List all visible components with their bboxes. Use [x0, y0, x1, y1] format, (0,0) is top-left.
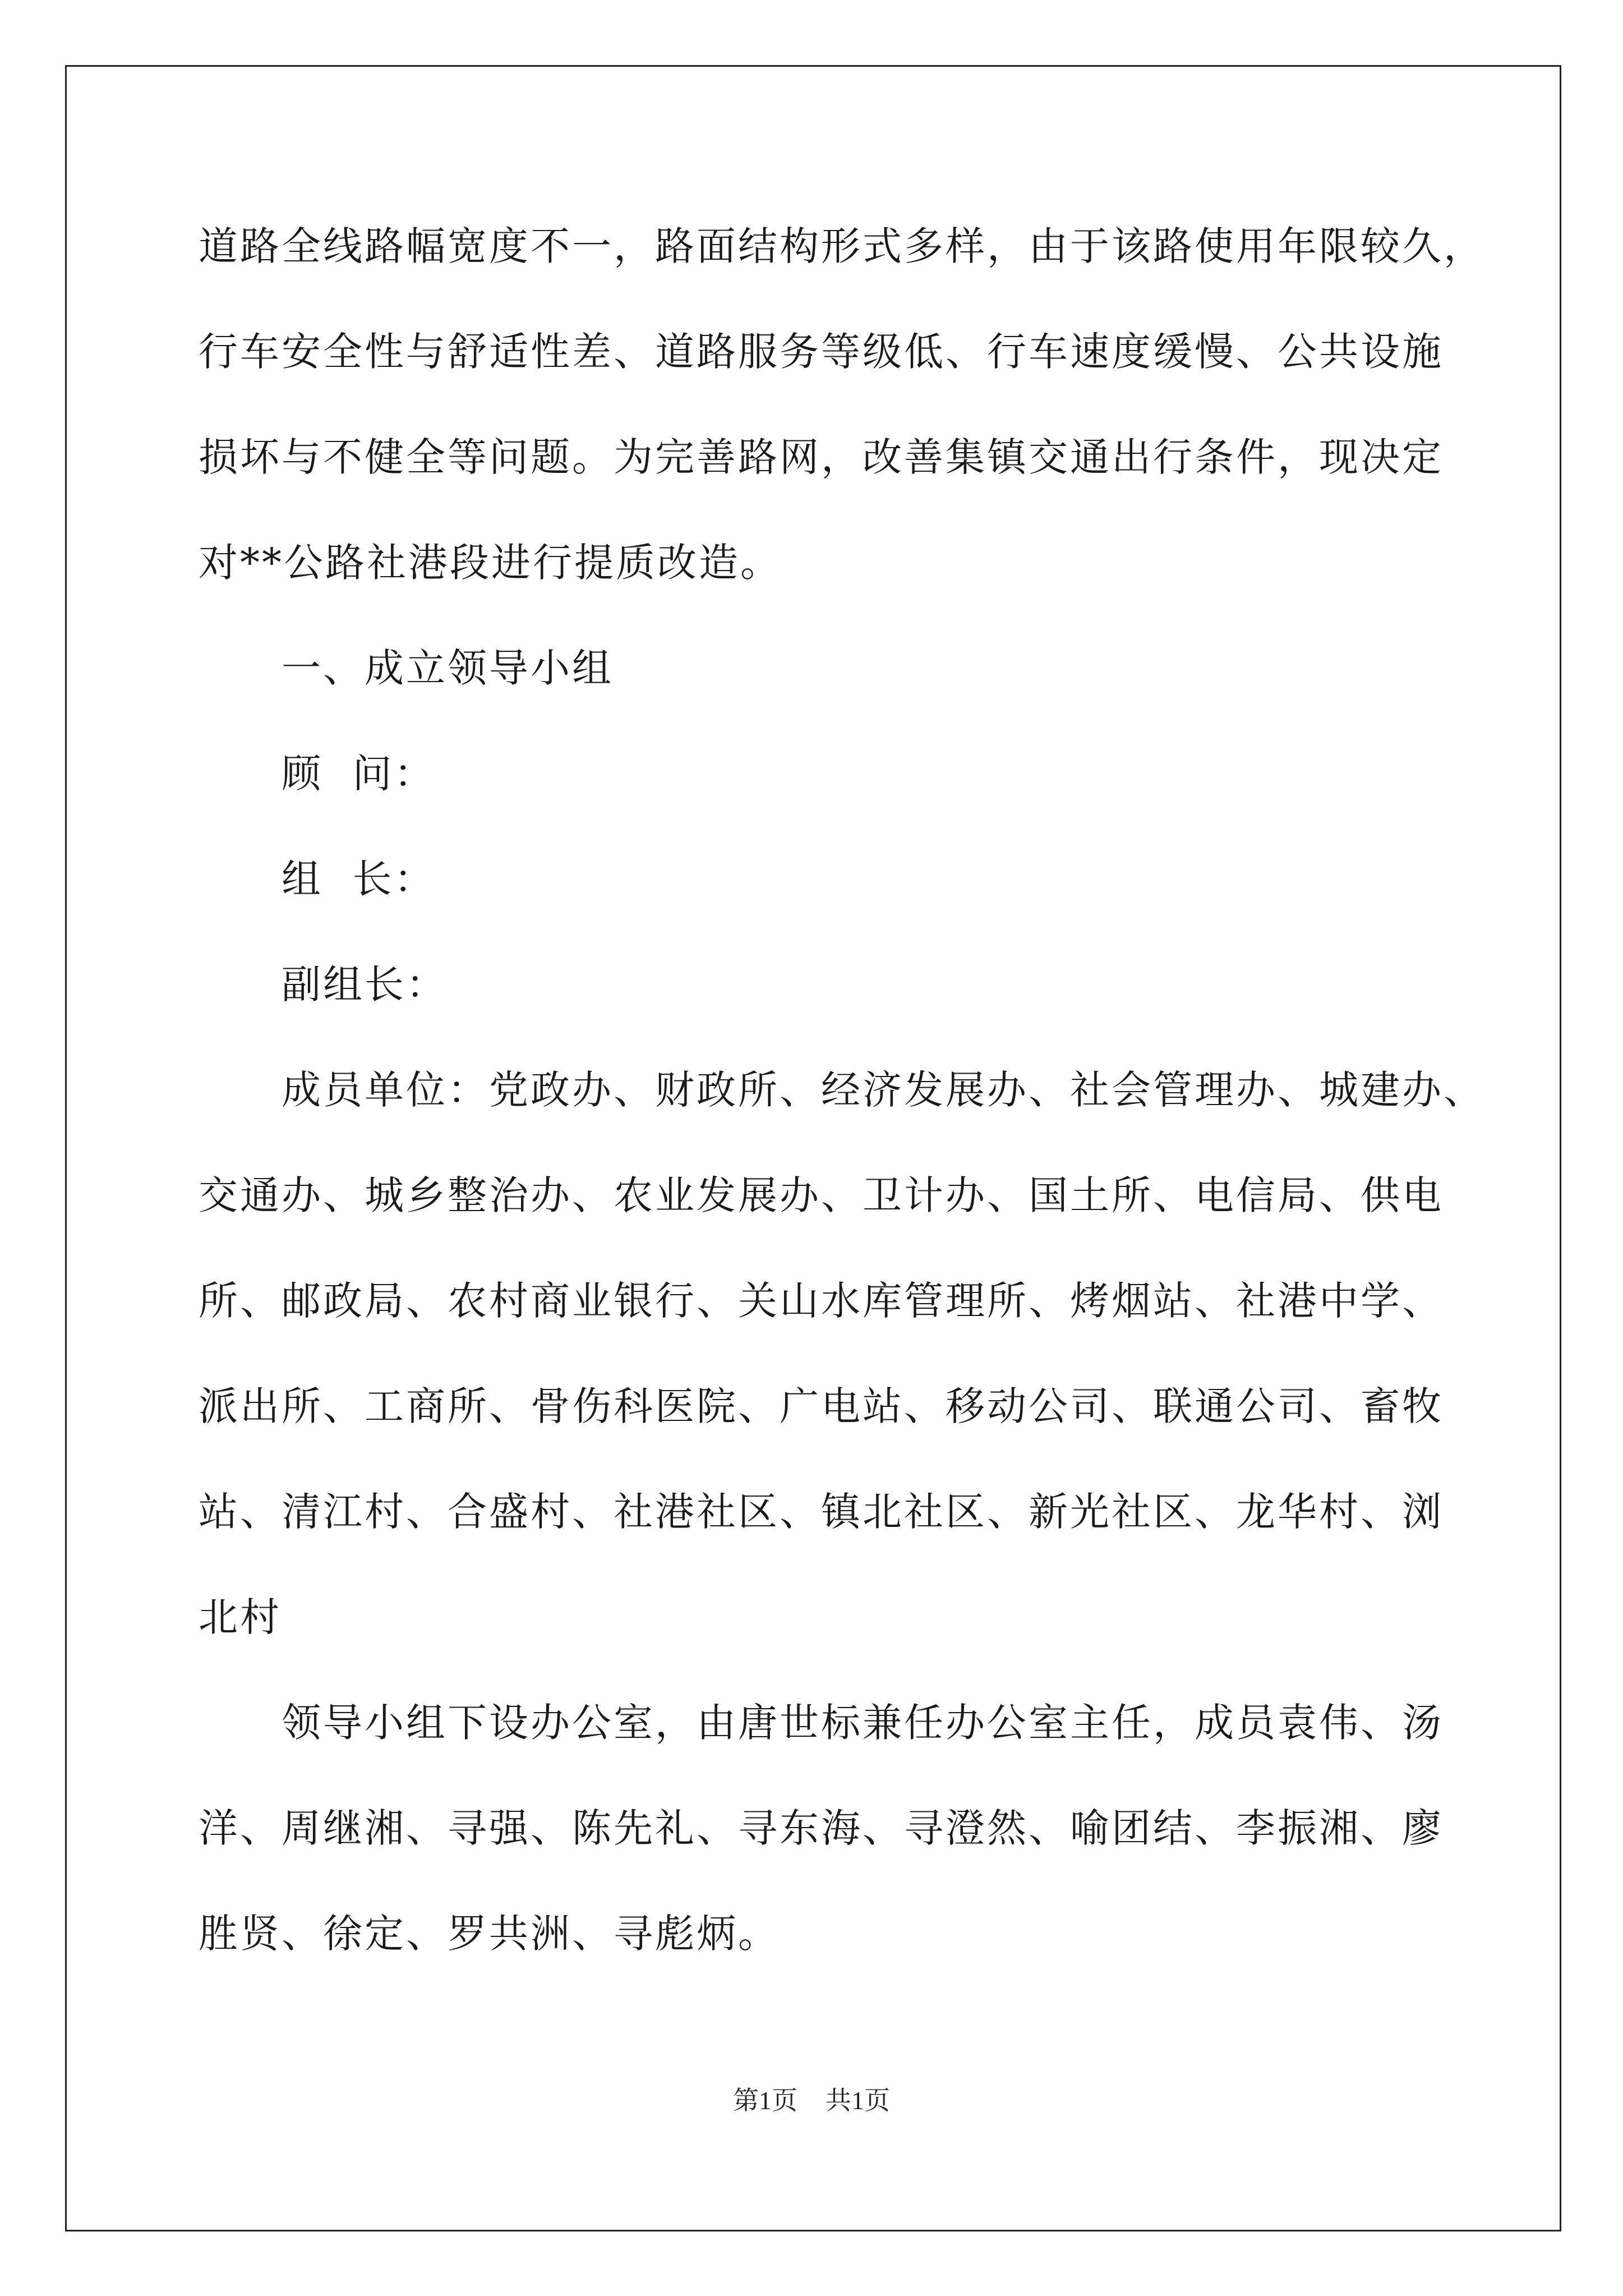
paragraph-member-units	[199, 1037, 1485, 1670]
text-line: 道路全线路幅宽度不一，路面结构形式多样，由于该路使用年限较久，	[199, 223, 1485, 269]
page-number-current: 第1页	[733, 2086, 797, 2115]
text-line: 对**公路社港段进行提质改造。	[199, 540, 782, 586]
text-line: 领导小组下设办公室，由唐世标兼任办公室主任，成员袁伟、汤	[282, 1700, 1444, 1746]
text-line: 站、清江村、合盛村、社港社区、镇北社区、新光社区、龙华村、浏	[199, 1489, 1444, 1535]
leader-label: 组 长：	[282, 856, 436, 902]
document-body	[199, 194, 1485, 1986]
text-line: 成员单位：党政办、财政所、经济发展办、社会管理办、城建办、	[282, 1067, 1485, 1113]
section-heading: 一、成立领导小组	[282, 645, 614, 691]
text-line: 北村	[199, 1594, 282, 1640]
text-line: 行车安全性与舒适性差、道路服务等级低、行车速度缓慢、公共设施	[199, 329, 1444, 375]
text-line: 洋、周继湘、寻强、陈先礼、寻东海、寻澄然、喻团结、李振湘、廖	[199, 1805, 1444, 1851]
text-line: 损坏与不健全等问题。为完善路网，改善集镇交通出行条件，现决定	[199, 434, 1444, 480]
page-number-total: 共1页	[826, 2086, 890, 2115]
paragraph-road-description	[199, 194, 1485, 615]
text-line: 派出所、工商所、骨伤科医院、广电站、移动公司、联通公司、畜牧	[199, 1383, 1444, 1429]
page-footer	[0, 2080, 1623, 2117]
text-line: 所、邮政局、农村商业银行、关山水库管理所、烤烟站、社港中学、	[199, 1278, 1444, 1324]
paragraph-office	[199, 1670, 1444, 1986]
adviser-label: 顾 问：	[282, 751, 436, 797]
text-line: 交通办、城乡整治办、农业发展办、卫计办、国土所、电信局、供电	[199, 1172, 1444, 1218]
deputy-leader-label: 副组长：	[282, 961, 448, 1007]
text-line: 胜贤、徐定、罗共洲、寻彪炳。	[199, 1911, 780, 1957]
